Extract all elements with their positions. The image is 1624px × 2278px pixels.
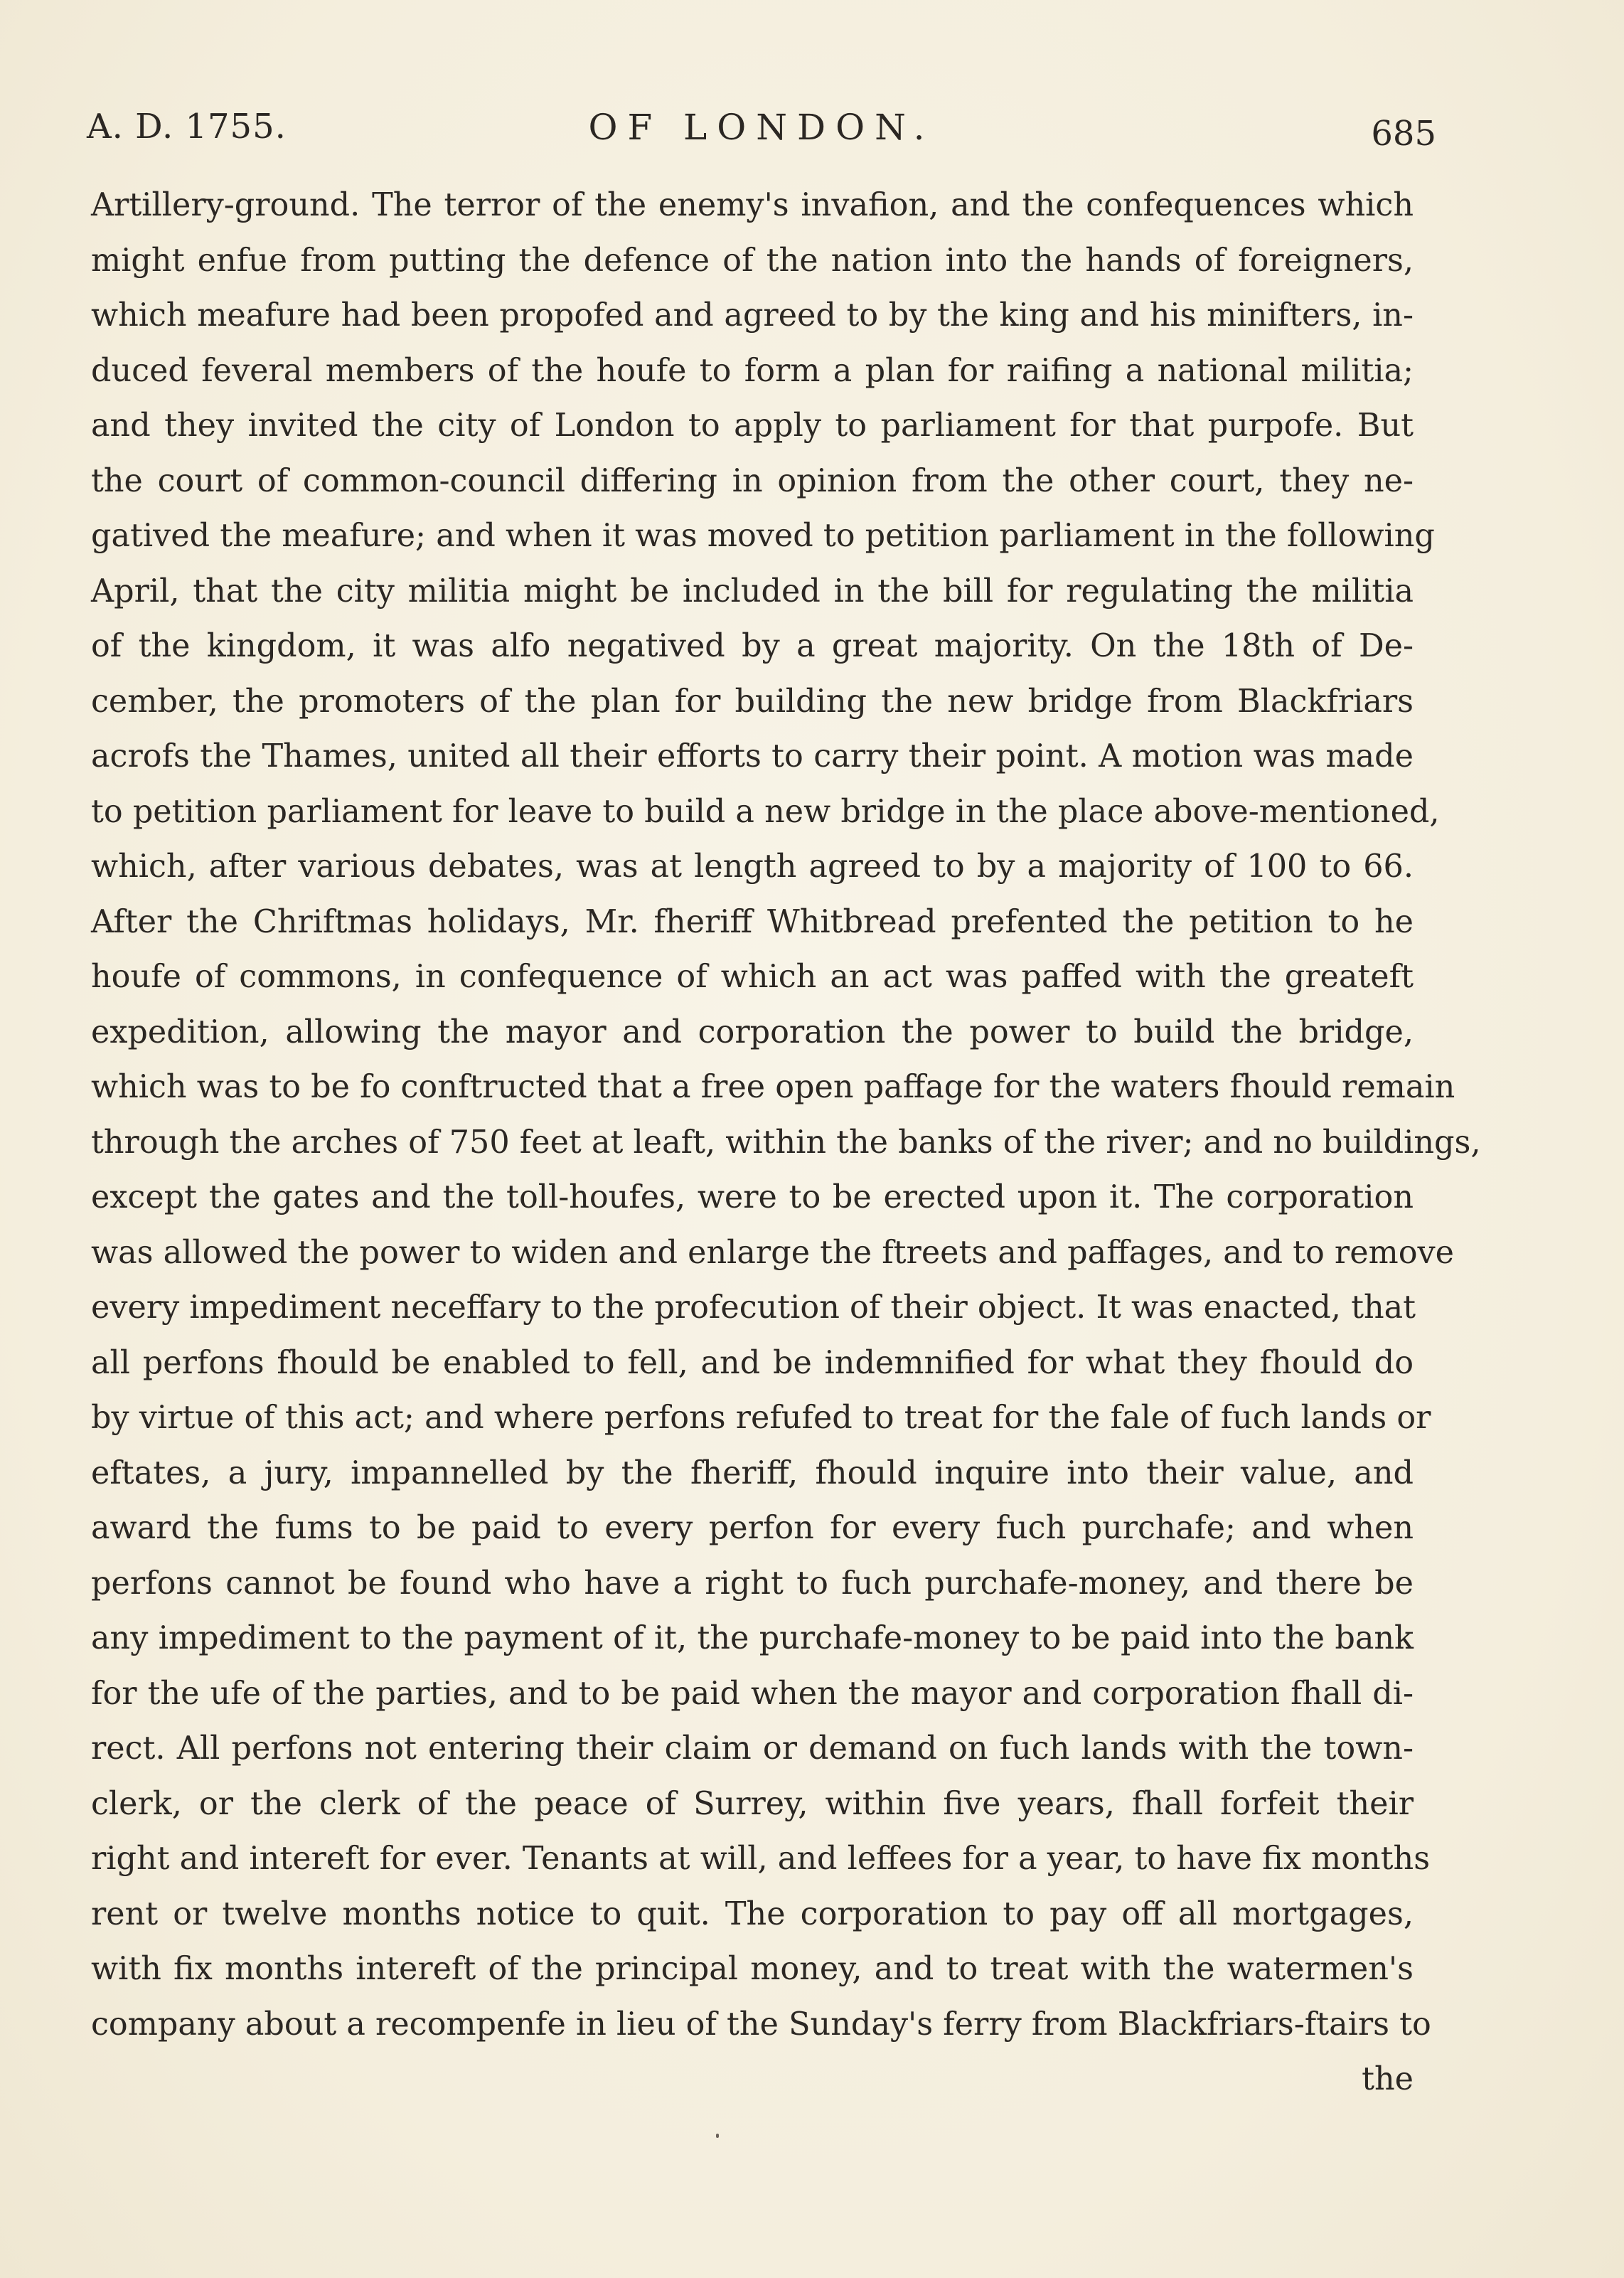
text-line: which meafure had been propofed and agreed to by the king and his minifters, in-	[91, 297, 1414, 334]
text-line: After the Chriftmas holidays, Mr. fheriff Whitbread prefented the petition to he	[91, 903, 1414, 940]
text-line: which was to be fo conftructed that a free open paffage for the waters fhould remain	[91, 1069, 1455, 1105]
text-line: clerk, or the clerk of the peace of Surrey, within five years, fhall forfeit their	[91, 1785, 1414, 1822]
text-line: company about a recompenfe in lieu of the Sunday's ferry from Blackfriars-ftairs to	[91, 2006, 1431, 2043]
text-line: every impediment neceffary to the profecution of their object. It was enacted, that	[91, 1289, 1416, 1326]
text-line: April, that the city militia might be included in the bill for regulating the militia	[91, 573, 1414, 610]
text-line: expedition, allowing the mayor and corporation the power to build the bridge,	[91, 1013, 1414, 1050]
text-line: gatived the meafure; and when it was moved to petition parliament in the following	[91, 518, 1435, 554]
running-date: A. D. 1755.	[87, 107, 287, 147]
catchword: the	[1362, 2061, 1414, 2097]
text-line: which, after various debates, was at length agreed to by a majority of 100 to 66.	[91, 848, 1414, 885]
text-line: all perfons fhould be enabled to fell, and be indemnified for what they fhould do	[91, 1344, 1414, 1381]
text-line: through the arches of 750 feet at leaft, within the banks of the river; and no buildings,	[91, 1124, 1481, 1161]
text-line: houfe of commons, in confequence of which an act was paffed with the greateft	[91, 959, 1414, 995]
body-text	[91, 178, 1481, 2107]
text-line: of the kingdom, it was alfo negatived by a great majority. On the 18th of De-	[91, 628, 1414, 664]
text-line: was allowed the power to widen and enlarge the ftreets and paffages, and to remove	[91, 1234, 1454, 1271]
page-number: 685	[1371, 114, 1436, 154]
text-line: except the gates and the toll-houfes, were to be erected upon it. The corporation	[91, 1179, 1414, 1215]
text-line: right and intereft for ever. Tenants at will, and leffees for a year, to have fix months	[91, 1841, 1431, 1877]
text-line: rent or twelve months notice to quit. The corporation to pay off all mortgages,	[91, 1895, 1414, 1932]
text-line: acrofs the Thames, united all their efforts to carry their point. A motion was made	[91, 738, 1414, 775]
text-line: with fix months intereft of the principal money, and to treat with the watermen's	[91, 1951, 1414, 1987]
text-line: any impediment to the payment of it, the purchafe-money to be paid into the bank	[91, 1620, 1414, 1656]
running-header	[87, 107, 1436, 164]
ink-speck	[716, 2134, 719, 2138]
text-line: Artillery-ground. The terror of the enemy's invafion, and the confequences which	[91, 187, 1414, 223]
text-line: for the ufe of the parties, and to be paid when the mayor and corporation fhall di-	[91, 1675, 1414, 1712]
text-line: duced feveral members of the houfe to form a plan for raifing a national militia;	[91, 352, 1414, 389]
text-line: eftates, a jury, impannelled by the fheriff, fhould inquire into their value, and	[91, 1454, 1414, 1491]
text-line: cember, the promoters of the plan for building the new bridge from Blackfriars	[91, 683, 1414, 720]
text-line: might enfue from putting the defence of the nation into the hands of foreigners,	[91, 242, 1414, 279]
running-title: OF LONDON.	[588, 107, 935, 148]
text-line: and they invited the city of London to apply to parliament for that purpofe. But	[91, 408, 1414, 444]
text-line: to petition parliament for leave to build a new bridge in the place above-mentioned,	[91, 793, 1440, 830]
text-line: the court of common-council differing in opinion from the other court, they ne-	[91, 462, 1414, 499]
text-line: award the fums to be paid to every perfon for every fuch purchafe; and when	[91, 1510, 1414, 1546]
text-line: perfons cannot be found who have a right to fuch purchafe-money, and there be	[91, 1565, 1414, 1602]
text-line: by virtue of this act; and where perfons refufed to treat for the fale of fuch lands or	[91, 1400, 1431, 1436]
text-line: rect. All perfons not entering their claim or demand on fuch lands with the town-	[91, 1730, 1414, 1767]
